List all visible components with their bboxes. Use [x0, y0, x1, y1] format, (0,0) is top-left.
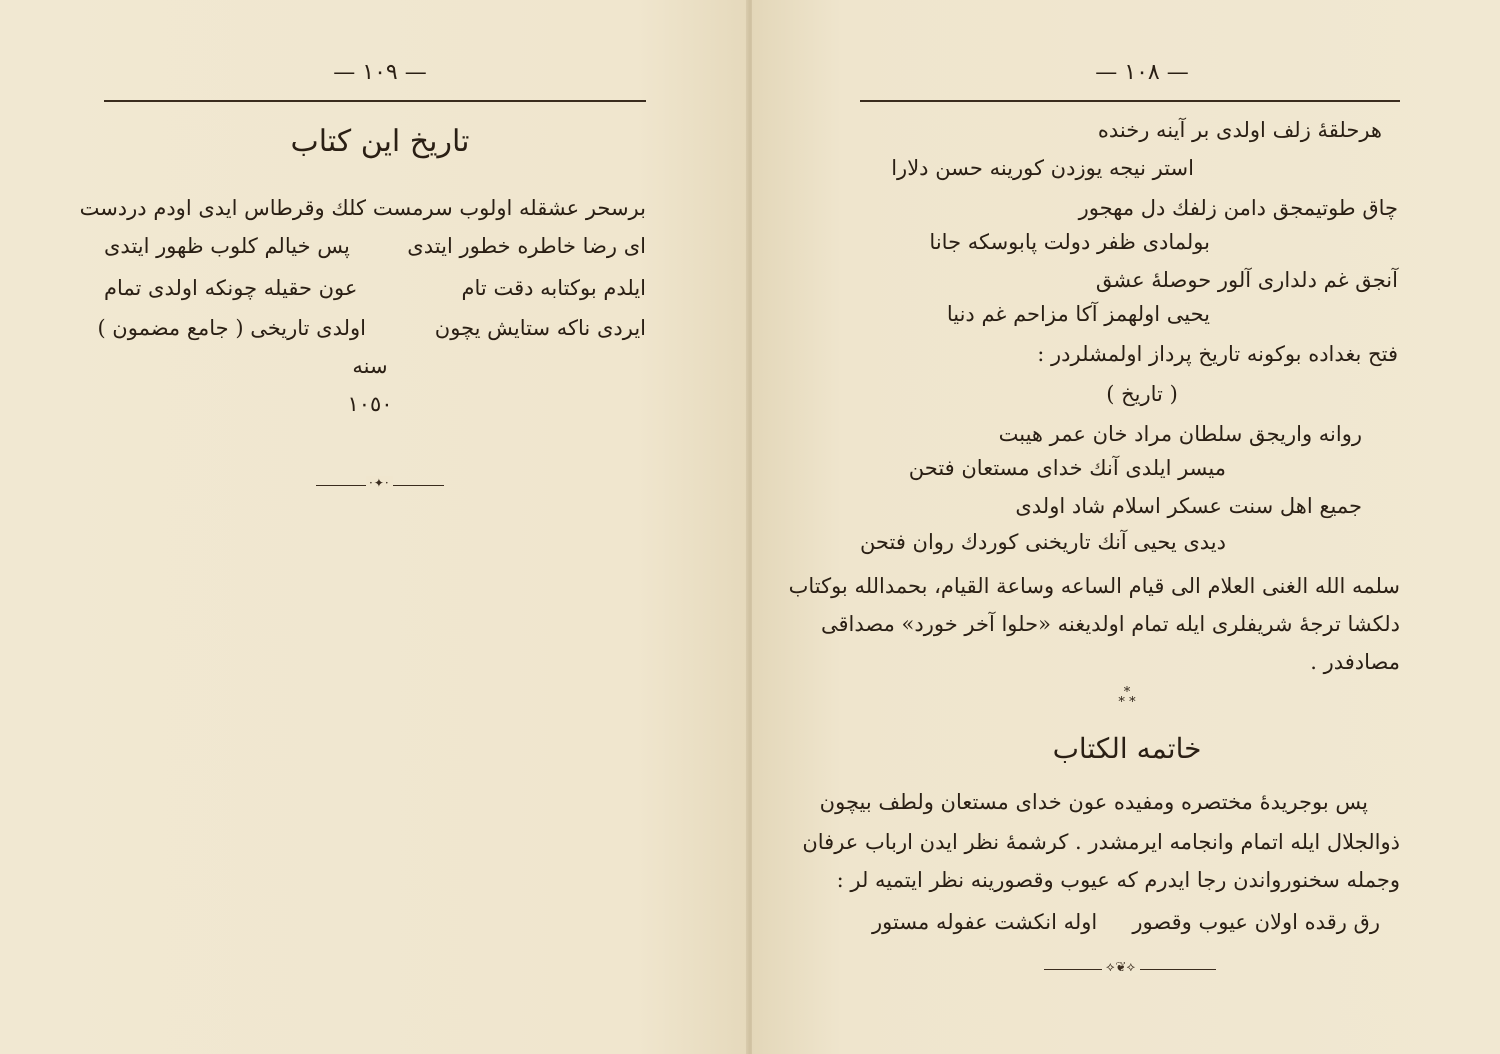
poem-line: استر نيجه يوزدن كورينه حسن دلارا — [891, 156, 1194, 180]
prose-line: پس بوجريدهٔ مختصره ومفيده عون خداى مستعان ولطف بيچون — [819, 790, 1368, 814]
verse-row — [104, 234, 646, 258]
year-number: ١٠٥٠ — [347, 392, 393, 416]
tarikh-heading: ( تاريخ ) — [1106, 382, 1178, 406]
poem-line: ديدى يحيى آنك تاريخنى كوردك روان فتحن — [859, 530, 1226, 554]
chapter-title: تاريخ اين كتاب — [290, 124, 470, 159]
sene-label: سنه — [352, 354, 388, 378]
page-number: — ١٠٩ — — [333, 60, 427, 85]
poem-line: آنجق غم دلدارى آلور حوصلهٔ عشق — [1095, 268, 1398, 292]
header-rule — [104, 100, 646, 102]
poem-line: ميسر ايلدى آنك خداى مستعان فتحن — [908, 456, 1226, 480]
right-page — [752, 0, 1500, 1054]
poem-line: چاق طوتيمجق دامن زلفك دل مهجور — [1078, 196, 1398, 220]
header-rule — [860, 100, 1400, 102]
hemistich-right: اى رضا خاطره خطور ايتدى — [407, 234, 646, 258]
verse-row — [97, 316, 646, 340]
verse-row — [104, 276, 646, 300]
prose-line: مصادفدر . — [1310, 650, 1400, 674]
page-number: — ١٠٨ — — [1095, 60, 1189, 85]
prose-line: وجمله سخنورواندن رجا ايدرم كه عيوب وقصورينه نظر ايتميه لر : — [836, 868, 1400, 892]
ornament-flourish: ⟡❦⟡ — [1102, 960, 1140, 975]
hemistich-right: رق رقده اولان عيوب وقصور — [1132, 910, 1380, 934]
hemistich-right: ايلدم بوكتابه دقت تام — [461, 276, 646, 300]
ornament-dots: ·✦· — [366, 476, 393, 490]
poem-line: يحيى اولهمز آكا مزاحم غم دنيا — [946, 302, 1210, 326]
asterism: * * * — [1118, 685, 1136, 710]
poem-line: روانه واريجق سلطان مراد خان عمر هيبت — [998, 422, 1362, 446]
hemistich-left: اوله انكشت عفوله مستور — [872, 910, 1098, 934]
verse-row — [79, 196, 646, 220]
hemistich-left: كلك وقرطاس ايدى اودم دردست — [79, 196, 366, 220]
poem-line: هرحلقهٔ زلف اولدى بر آينه رخنده — [1097, 118, 1382, 142]
prose-line: فتح بغداده بوكونه تاريخ پرداز اولمشلردر : — [1037, 342, 1398, 366]
hemistich-left: عون حقيله چونكه اولدى تمام — [104, 276, 358, 300]
hemistich-right: ايردى ناكه ستايش يچون — [434, 316, 646, 340]
poem-line: جميع اهل سنت عسكر اسلام شاد اولدى — [1015, 494, 1362, 518]
section-title: خاتمه الكتاب — [1052, 732, 1202, 765]
hemistich-left: پس خيالم كلوب ظهور ايتدى — [104, 234, 350, 258]
hemistich-right: برسحر عشقله اولوب سرمست — [372, 196, 646, 220]
prose-line: سلمه الله الغنى العلام الى قيام الساعه وساعة القيام، بحمدالله بوكتاب — [788, 574, 1400, 598]
left-page — [0, 0, 748, 1054]
prose-line: ذوالجلال ايله اتمام وانجامه ايرمشدر . كرشمهٔ نظر ايدن ارباب عرفان — [802, 830, 1400, 854]
hemistich-left: اولدى تاريخى ( جامع مضمون ) — [97, 316, 366, 340]
poem-line: بولمادى ظفر دولت پابوسكه جانا — [929, 230, 1210, 254]
prose-line: دلكشا ترجهٔ شريفلرى ايله تمام اولديغنه «حلوا آخر خورد» مصداقى — [821, 612, 1400, 636]
verse-row — [872, 910, 1380, 934]
